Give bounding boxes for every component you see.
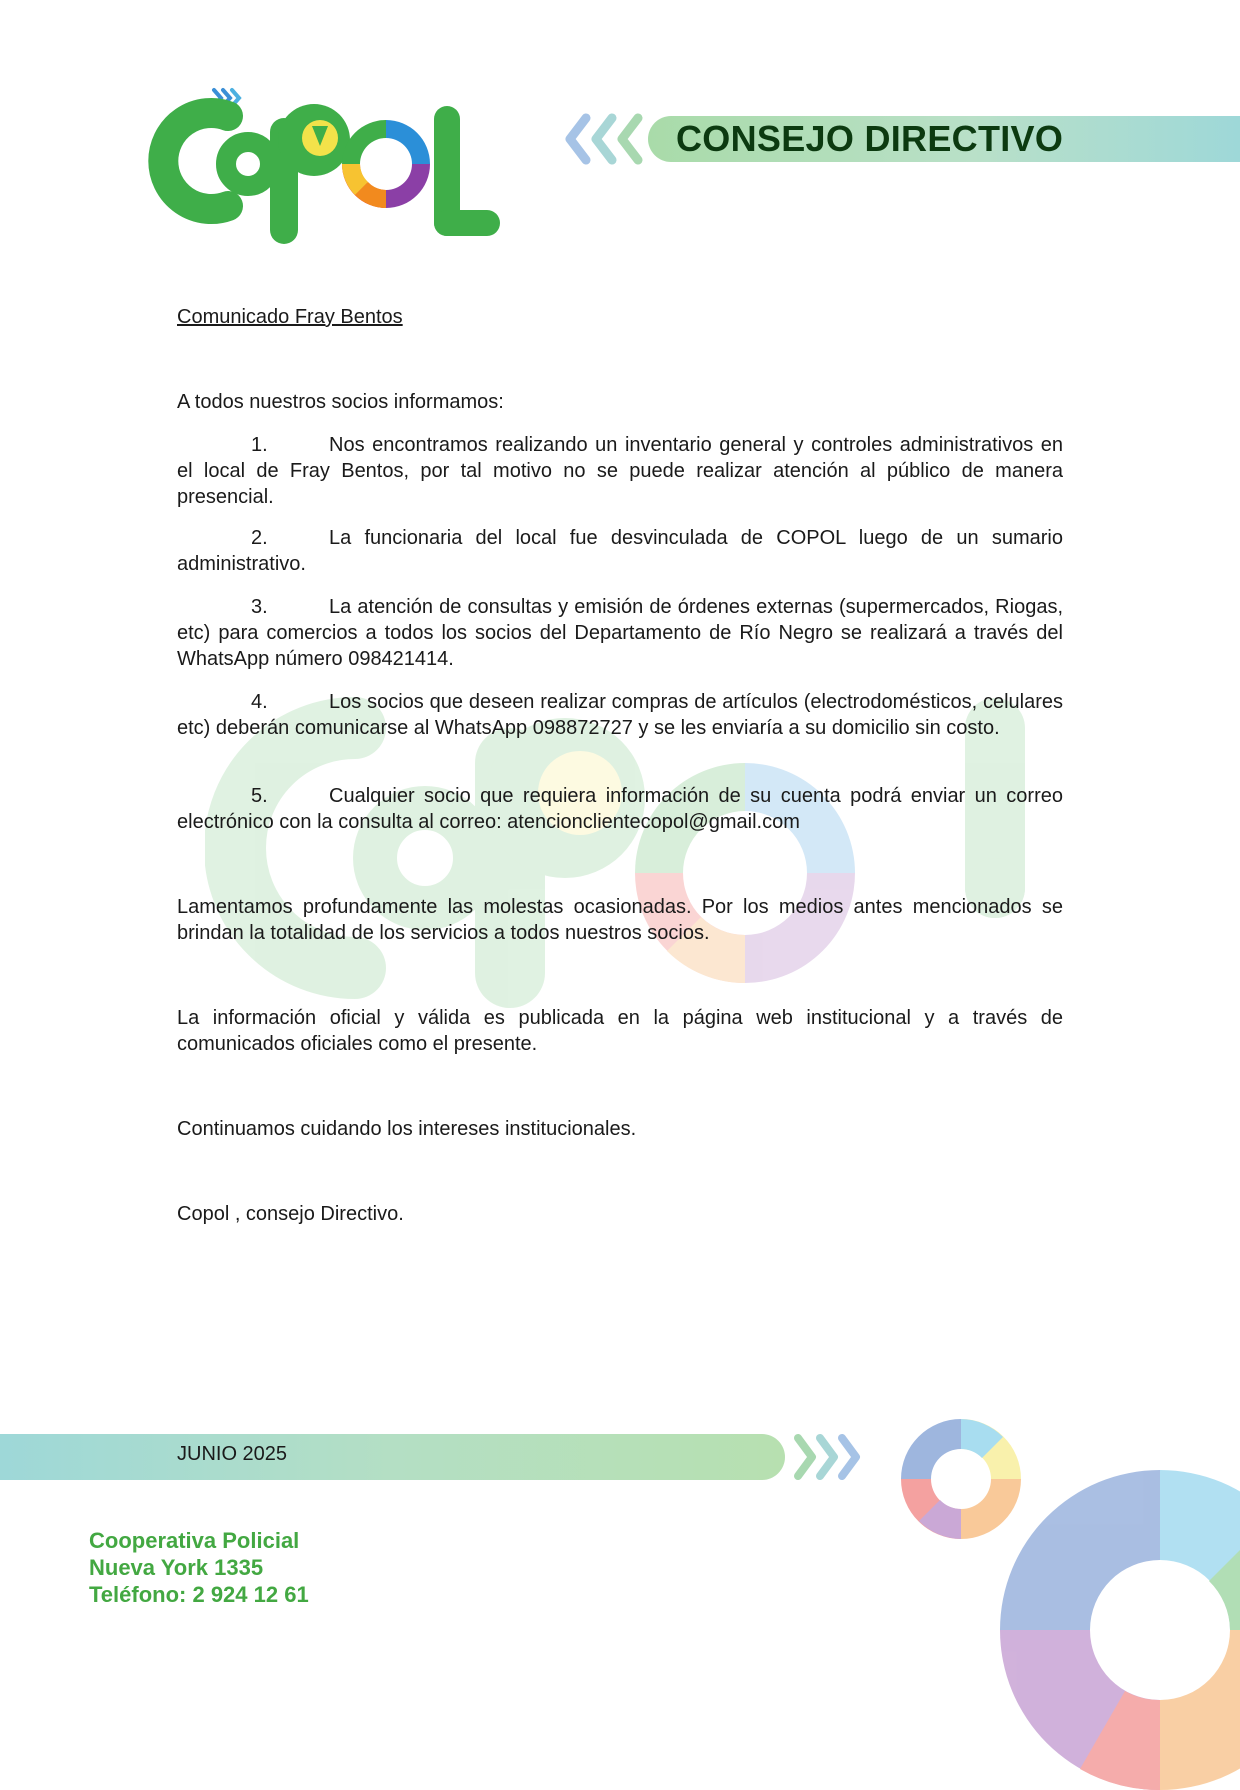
logo-letter-l-base [434, 210, 500, 236]
list-item [177, 783, 1063, 835]
footer-date: JUNIO 2025 [177, 1443, 288, 1465]
list-item-text: Nos encontramos realizando un inventario general y controles administrativos en el local de Fray Bentos, por tal motivo no se puede realizar atención al público de manera presencial. [177, 434, 1063, 508]
list-item [177, 594, 1063, 672]
list-item-number: 4. [251, 691, 268, 713]
list-item-text: Los socios que deseen realizar compras de artículos (electrodomésticos, celulares etc) deberán comunicarse al WhatsApp 098872727 y se les enviaría a su domicilio sin costo. [177, 691, 1063, 739]
logo-puzzle-ring-icon [342, 120, 430, 208]
letter-closing: Continuamos cuidando los intereses institucionales. [177, 1118, 637, 1140]
list-item-text: La atención de consultas y emisión de órdenes externas (supermercados, Riogas, etc) para comercios a todos los socios del Departamento de Río Negro se realizará a través del WhatsApp número 098421414. [177, 596, 1063, 670]
letter-official-info: La información oficial y válida es publicada en la página web institucional y a través de comunicados oficiales como el presente. [177, 1007, 1063, 1055]
letter-subject: Comunicado Fray Bentos [177, 306, 403, 328]
puzzle-ring-large-icon [1000, 1470, 1240, 1790]
list-item [177, 432, 1063, 510]
list-item-number: 3. [251, 596, 268, 618]
letter-signature: Copol , consejo Directivo. [177, 1203, 404, 1225]
logo-letter-o [226, 142, 270, 186]
header-chevrons-icon [560, 110, 650, 168]
list-item-number: 1. [251, 434, 268, 456]
footer-band [0, 1434, 785, 1480]
copol-logo [128, 78, 500, 248]
list-item-text: Cualquier socio que requiera información de su cuenta podrá enviar un correo electrónico con la consulta al correo: atencionclientecopol@gmail.com [177, 785, 1063, 833]
letter-intro: A todos nuestros socios informamos: [177, 391, 504, 413]
contact-name: Cooperativa Policial [89, 1528, 300, 1553]
list-item-text: La funcionaria del local fue desvinculada de COPOL luego de un sumario administrativo. [177, 527, 1063, 575]
list-item-number: 2. [251, 527, 268, 549]
list-item [177, 525, 1063, 577]
list-item [177, 689, 1063, 741]
list-item-number: 5. [251, 785, 268, 807]
contact-phone: Teléfono: 2 924 12 61 [89, 1582, 309, 1607]
contact-address: Nueva York 1335 [89, 1555, 264, 1580]
footer-chevrons-icon [790, 1432, 870, 1482]
letter-apology: Lamentamos profundamente las molestas ocasionadas. Por los medios antes mencionados se brindan la totalidad de los servicios a todos nuestros socios. [177, 896, 1063, 944]
header-title: CONSEJO DIRECTIVO [676, 118, 1064, 159]
